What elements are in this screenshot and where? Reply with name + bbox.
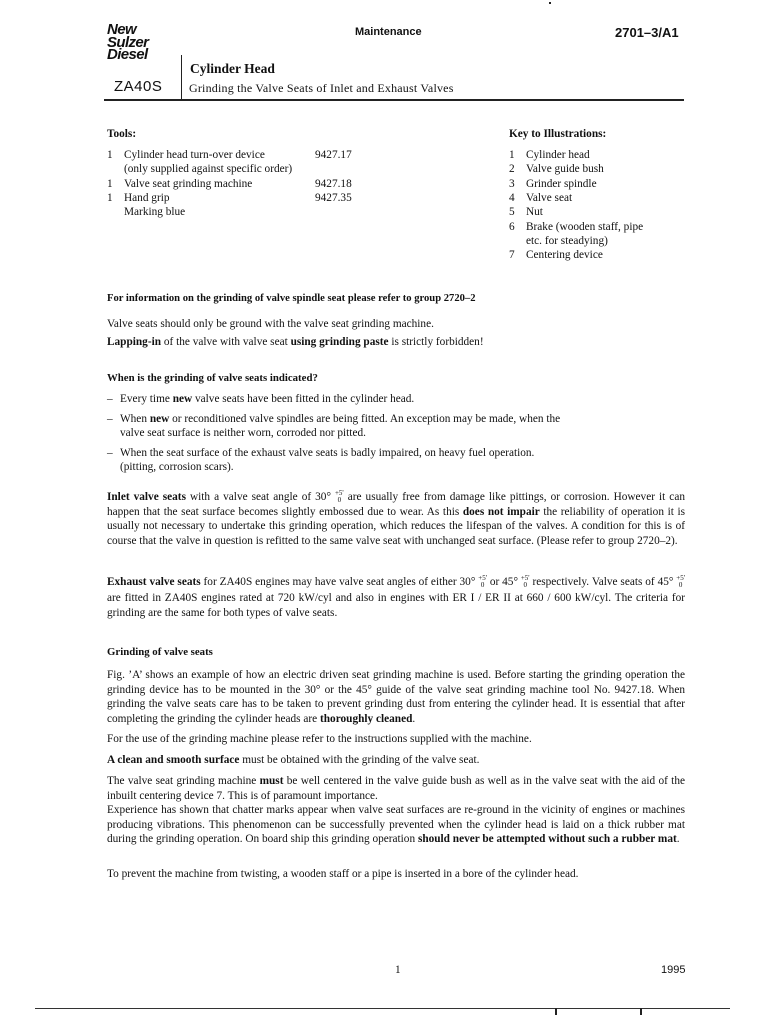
item-text: valve seats have been fitted in the cylinder head. (192, 393, 415, 405)
list-item (107, 412, 607, 441)
inlet-paragraph (107, 490, 685, 548)
grinding-text: Experience has shown that chatter marks appear when valve seat surfaces are re-ground in the vicinity of engines or machines producing vibrations. This phenomenon can be successfully prevented when the cylinder head is laid on a thick rubber mat during the grinding operation. On board ship this grinding operation (107, 804, 685, 846)
grinding-paragraph-2: For the use of the grinding machine please refer to the instructions supplied with the machine. (107, 733, 532, 745)
key-label: Valve guide bush (526, 163, 604, 175)
item-text-line-2: (pitting, corrosion scars). (120, 461, 234, 474)
inlet-text: the reliability of operation it is usually not necessary to undertake this grinding operation, which reduces the lifespan of the valves. A condition for this is of course that the valve in question is refitted to the same valve seat with unchanged seat surface. (Please refer to group 2720–2). (107, 505, 685, 547)
tolerance (521, 575, 530, 589)
inlet-bold: does not impair (462, 505, 540, 518)
item-text: When the seat surface of the exhaust valve seats is badly impaired, on heavy fuel operation. (120, 446, 535, 459)
company-logo (107, 21, 149, 63)
intro-text-1: of the valve with valve seat (161, 336, 291, 348)
tolerance-upper: +5' (478, 574, 487, 583)
grinding-text: be well centered in the valve guide bush as well as in the valve seat with the aid of the inbuilt centering device 7. This is of paramount importance. (107, 775, 685, 802)
exhaust-text: or 45° (486, 576, 521, 588)
intro-bold-1: Lapping-in (107, 336, 162, 348)
tolerance (478, 575, 487, 589)
logo-line-3: Diesel (107, 46, 148, 63)
footer-tick (640, 1008, 642, 1015)
key-label: Grinder spindle (526, 178, 597, 190)
grinding-text: . (412, 712, 416, 725)
grinding-text: Fig. ’A’ shows an example of how an electric driven seat grinding machine is used. Before starting the grinding operation the grinding device has to be mounted in the 30° or the 45° guide of the valve seat grinding machine tool No. 9427.18. When grinding the valve seats care has to be taken to prevent grinding dust from entering the cylinder head. It is essential that after completing the grinding the cylinder heads are (107, 669, 685, 725)
key-number: 5 (509, 206, 515, 218)
tool-qty: 1 (107, 149, 113, 161)
header-divider (181, 55, 182, 100)
scan-mark (549, 2, 551, 4)
grinding-text: must be obtained with the grinding of the valve seat. (239, 754, 480, 766)
exhaust-bold: Exhaust valve seats (107, 576, 201, 588)
grinding-bold: A clean and smooth surface (107, 754, 240, 766)
tool-qty: 1 (107, 178, 113, 190)
header-rule (104, 99, 684, 101)
inlet-text: with a valve seat angle of 30° (185, 491, 335, 503)
tolerance-upper: +5' (334, 489, 344, 498)
logo-line-2: Sulzer (107, 33, 149, 51)
key-number: 3 (509, 178, 515, 190)
tool-name: Cylinder head turn-over device (124, 149, 265, 161)
key-label: Cylinder head (526, 149, 590, 161)
key-heading: Key to Illustrations: (509, 128, 607, 140)
grinding-bold: must (259, 775, 284, 787)
key-label: Brake (wooden staff, pipe (526, 221, 644, 233)
tolerance-upper: +5' (520, 574, 530, 583)
intro-line-2 (107, 335, 484, 350)
intro-line-1: Valve seats should only be ground with the valve seat grinding machine. (107, 318, 434, 330)
tolerance-upper: +5' (676, 574, 685, 583)
key-number: 7 (509, 249, 515, 261)
key-label-cont: etc. for steadying) (526, 235, 608, 247)
tool-note-text: (only supplied against specific order) (124, 163, 293, 175)
list-item (107, 446, 607, 475)
tools-heading: Tools: (107, 128, 137, 140)
engine-model: ZA40S (114, 78, 163, 95)
grinding-text: . (676, 833, 680, 846)
exhaust-text: are fitted in ZA40S engines rated at 720 kW/cyl and also in engines with ER I / ER II at 660 / 600 kW/cyl. The criteria for grinding are the same for both types of valve seats. (107, 591, 685, 619)
page-subtitle: Grinding the Valve Seats of Inlet and Exhaust Valves (189, 81, 454, 95)
footer-tick (555, 1008, 557, 1015)
tool-qty: 1 (107, 192, 113, 204)
item-text: When (120, 412, 150, 425)
intro-bold-2: using grinding paste (290, 336, 389, 348)
grinding-bold: thoroughly cleaned (320, 712, 413, 725)
item-bold: new (149, 412, 170, 425)
tool-code: 9427.35 (315, 192, 352, 204)
logo-line-1: New (107, 21, 137, 38)
tolerance-lower: 0 (480, 581, 485, 590)
page-title: Cylinder Head (190, 61, 275, 76)
when-heading: When is the grinding of valve seats indicated? (107, 372, 318, 384)
item-bold: new (172, 393, 193, 405)
inlet-text: are usually free from damage like pittings, or corrosion. However it can happen that the seat surface becomes slightly embossed due to wear. As this (107, 491, 685, 518)
footer-year: 1995 (661, 964, 686, 976)
key-label: Centering device (526, 249, 603, 261)
grinding-text: The valve seat grinding machine (107, 775, 260, 787)
key-label: Valve seat (526, 192, 573, 204)
grinding-heading: Grinding of valve seats (107, 646, 213, 658)
item-text-line-2: valve seat surface is neither worn, corroded nor pitted. (120, 427, 366, 440)
list-item (107, 392, 607, 407)
grinding-paragraph-3 (107, 753, 479, 768)
footer-rule (35, 1008, 730, 1009)
key-number: 6 (509, 221, 515, 233)
tolerance-lower: 0 (678, 581, 683, 590)
grinding-paragraph-1 (107, 668, 685, 726)
when-list (107, 392, 607, 480)
tolerance-lower: 0 (523, 581, 527, 590)
grinding-paragraph-6: To prevent the machine from twisting, a wooden staff or a pipe is inserted in a bore of the cylinder head. (107, 868, 579, 880)
tool-note-text: Marking blue (124, 206, 186, 218)
exhaust-text: for ZA40S engines may have valve seat angles of either 30° (200, 576, 479, 588)
tool-name: Hand grip (124, 192, 170, 204)
item-text: Every time (120, 393, 173, 405)
intro-text-2: is strictly forbidden! (388, 336, 484, 348)
reference-note: For information on the grinding of valve spindle seat please refer to group 2720–2 (107, 293, 476, 304)
key-number: 1 (509, 149, 515, 161)
section-label: Maintenance (355, 26, 422, 38)
key-number: 2 (509, 163, 515, 175)
tolerance (335, 490, 344, 504)
grinding-bold: should never be attempted without such a rubber mat (417, 833, 677, 846)
page-number: 1 (395, 964, 401, 976)
key-number: 4 (509, 192, 515, 204)
document-number: 2701–3/A1 (615, 25, 679, 40)
exhaust-text: respectively. Valve seats of 45° (529, 576, 677, 588)
inlet-bold: Inlet valve seats (107, 491, 186, 503)
tolerance-lower: 0 (337, 496, 342, 505)
key-label: Nut (526, 206, 543, 218)
grinding-paragraph-4 (107, 774, 685, 847)
tool-code: 9427.17 (315, 149, 352, 161)
exhaust-paragraph (107, 575, 685, 622)
tolerance (676, 575, 685, 589)
tool-code: 9427.18 (315, 178, 352, 190)
tool-name: Valve seat grinding machine (124, 178, 253, 190)
item-text: or reconditioned valve spindles are being fitted. An exception may be made, when the (169, 412, 561, 425)
